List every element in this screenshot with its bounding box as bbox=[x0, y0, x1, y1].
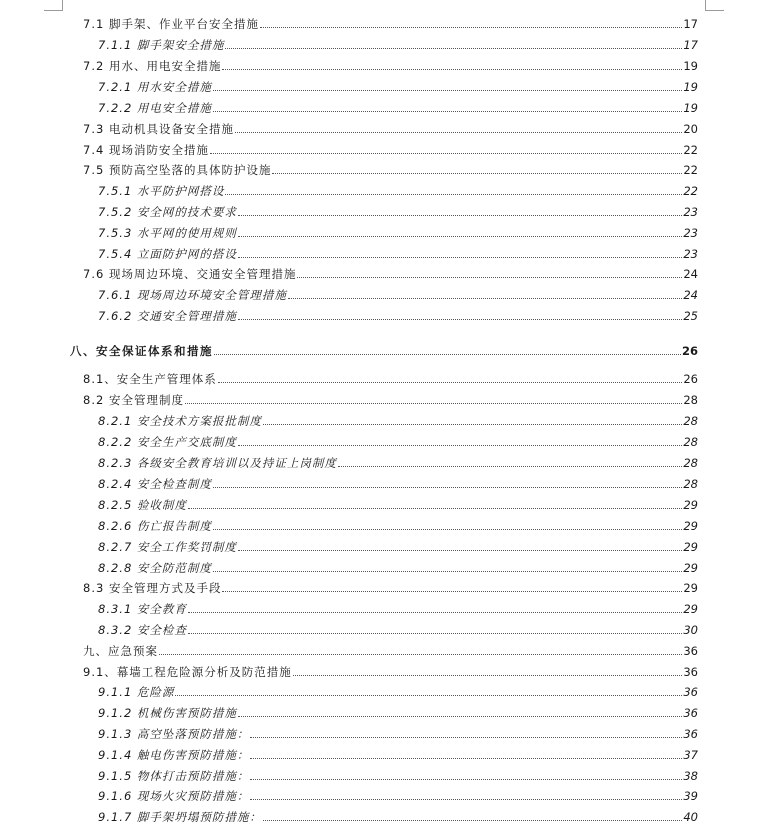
dot-leader bbox=[213, 571, 682, 572]
toc-entry[interactable] bbox=[98, 556, 698, 575]
dot-leader bbox=[238, 257, 682, 258]
toc-entry[interactable] bbox=[98, 472, 698, 491]
toc-entry-title: 7.6 现场周边环境、交通安全管理措施 bbox=[83, 267, 297, 281]
toc-entry[interactable] bbox=[98, 493, 698, 512]
toc-entry-page-number: 23 bbox=[683, 247, 698, 261]
toc-entry-title: 8.2.5 验收制度 bbox=[98, 498, 187, 512]
dot-leader bbox=[185, 403, 682, 404]
toc-entry-title: 7.6.1 现场周边环境安全管理措施 bbox=[98, 288, 287, 302]
toc-entry[interactable] bbox=[98, 701, 698, 720]
toc-entry[interactable] bbox=[83, 158, 698, 177]
toc-entry-title: 8.3 安全管理方式及手段 bbox=[83, 581, 222, 595]
toc-entry[interactable] bbox=[83, 576, 698, 595]
toc-entry-page-number: 26 bbox=[681, 344, 698, 358]
toc-entry-title: 8.2.1 安全技术方案报批制度 bbox=[98, 414, 262, 428]
dot-leader bbox=[188, 612, 682, 613]
toc-entry-page-number: 36 bbox=[683, 706, 698, 720]
dot-leader bbox=[175, 695, 682, 696]
toc-entry-title: 九、应急预案 bbox=[83, 644, 158, 658]
toc-entry-title: 7.2.2 用电安全措施 bbox=[98, 101, 212, 115]
toc-entry[interactable] bbox=[83, 639, 698, 658]
toc-entry[interactable] bbox=[98, 743, 698, 762]
dot-leader bbox=[250, 758, 682, 759]
toc-entry-page-number: 29 bbox=[683, 498, 698, 512]
toc-entry-title: 八、安全保证体系和措施 bbox=[70, 344, 213, 358]
toc-entry-title: 7.5.2 安全网的技术要求 bbox=[98, 205, 237, 219]
toc-entry[interactable] bbox=[70, 339, 698, 358]
dot-leader bbox=[213, 487, 682, 488]
dot-leader bbox=[188, 508, 682, 509]
toc-entry[interactable] bbox=[98, 597, 698, 616]
toc-entry-title: 7.5.1 水平防护网搭设 bbox=[98, 184, 225, 198]
toc-entry[interactable] bbox=[83, 54, 698, 73]
dot-leader bbox=[159, 654, 682, 655]
toc-entry-title: 9.1.6 现场火灾预防措施： bbox=[98, 789, 250, 803]
dot-leader bbox=[188, 633, 682, 634]
toc-entry-page-number: 23 bbox=[683, 205, 698, 219]
toc-entry-page-number: 28 bbox=[683, 414, 698, 428]
toc-entry-title: 7.2 用水、用电安全措施 bbox=[83, 59, 222, 73]
toc-entry-title: 7.4 现场消防安全措施 bbox=[83, 143, 209, 157]
toc-entry-page-number: 20 bbox=[683, 122, 698, 136]
toc-entry-page-number: 19 bbox=[683, 101, 698, 115]
toc-entry-title: 9.1.5 物体打击预防措施： bbox=[98, 769, 250, 783]
toc-entry[interactable] bbox=[98, 200, 698, 219]
toc-entry[interactable] bbox=[83, 660, 698, 679]
dot-leader bbox=[238, 445, 682, 446]
toc-entry-page-number: 28 bbox=[683, 393, 698, 407]
toc-entry-title: 8.2.2 安全生产交底制度 bbox=[98, 435, 237, 449]
toc-entry-page-number: 29 bbox=[683, 540, 698, 554]
dot-leader bbox=[250, 799, 682, 800]
toc-entry-title: 8.2.4 安全检查制度 bbox=[98, 477, 212, 491]
toc-entry[interactable] bbox=[83, 262, 698, 281]
toc-entry-title: 7.2.1 用水安全措施 bbox=[98, 80, 212, 94]
toc-entry[interactable] bbox=[98, 75, 698, 94]
toc-entry-title: 7.5.3 水平网的使用规则 bbox=[98, 226, 237, 240]
toc-entry-page-number: 22 bbox=[683, 143, 698, 157]
toc-entry-title: 7.5.4 立面防护网的搭设 bbox=[98, 247, 237, 261]
dot-leader bbox=[213, 111, 682, 112]
toc-entry[interactable] bbox=[98, 242, 698, 261]
toc-entry[interactable] bbox=[83, 117, 698, 136]
toc-entry-page-number: 22 bbox=[683, 184, 698, 198]
toc-entry[interactable] bbox=[98, 304, 698, 323]
toc-entry[interactable] bbox=[83, 12, 698, 31]
toc-entry-title: 8.2.6 伤亡报告制度 bbox=[98, 519, 212, 533]
dot-leader bbox=[238, 215, 682, 216]
toc-entry-title: 9.1.4 触电伤害预防措施： bbox=[98, 748, 250, 762]
toc-entry-page-number: 24 bbox=[683, 267, 698, 281]
dot-leader bbox=[250, 737, 682, 738]
toc-entry[interactable] bbox=[83, 367, 698, 386]
toc-entry-page-number: 36 bbox=[683, 665, 698, 679]
toc-entry-page-number: 38 bbox=[683, 769, 698, 783]
toc-entry[interactable] bbox=[98, 805, 698, 824]
dot-leader bbox=[235, 132, 682, 133]
dot-leader bbox=[250, 779, 682, 780]
toc-entry-title: 7.6.2 交通安全管理措施 bbox=[98, 309, 237, 323]
toc-entry-page-number: 40 bbox=[683, 810, 698, 824]
toc-entry[interactable] bbox=[98, 680, 698, 699]
toc-entry-page-number: 29 bbox=[683, 519, 698, 533]
toc-entry[interactable] bbox=[98, 409, 698, 428]
toc-entry-page-number: 29 bbox=[683, 602, 698, 616]
dot-leader bbox=[222, 591, 682, 592]
dot-leader bbox=[222, 69, 682, 70]
toc-entry-title: 9.1.3 高空坠落预防措施： bbox=[98, 727, 250, 741]
toc-entry-page-number: 36 bbox=[683, 727, 698, 741]
toc-entry-page-number: 28 bbox=[683, 456, 698, 470]
toc-entry-title: 9.1.2 机械伤害预防措施 bbox=[98, 706, 237, 720]
dot-leader bbox=[210, 153, 682, 154]
toc-entry-title: 7.3 电动机具设备安全措施 bbox=[83, 122, 234, 136]
toc-entry-title: 8.1、安全生产管理体系 bbox=[83, 372, 217, 386]
toc-entry-page-number: 30 bbox=[683, 623, 698, 637]
toc-entry-page-number: 37 bbox=[683, 748, 698, 762]
toc-entry-page-number: 19 bbox=[683, 80, 698, 94]
dot-leader bbox=[238, 236, 682, 237]
toc-entry-title: 9.1、幕墙工程危险源分析及防范措施 bbox=[83, 665, 292, 679]
toc-entry-page-number: 39 bbox=[683, 789, 698, 803]
toc-entry-page-number: 22 bbox=[683, 163, 698, 177]
toc-entry-page-number: 23 bbox=[683, 226, 698, 240]
toc-entry-page-number: 25 bbox=[683, 309, 698, 323]
dot-leader bbox=[225, 194, 682, 195]
toc-entry-page-number: 29 bbox=[683, 581, 698, 595]
toc-entry-title: 8.2.7 安全工作奖罚制度 bbox=[98, 540, 237, 554]
toc-entry-title: 8.3.2 安全检查 bbox=[98, 623, 187, 637]
toc-entry-title: 9.1.1 危险源 bbox=[98, 685, 175, 699]
toc-entry[interactable] bbox=[98, 618, 698, 637]
toc-entry-title: 7.1 脚手架、作业平台安全措施 bbox=[83, 17, 259, 31]
toc-entry-title: 8.2.8 安全防范制度 bbox=[98, 561, 212, 575]
toc-entry-page-number: 36 bbox=[683, 644, 698, 658]
toc-entry-title: 8.2 安全管理制度 bbox=[83, 393, 184, 407]
toc-entry-title: 9.1.7 脚手架坍塌预防措施： bbox=[98, 810, 262, 824]
toc-entry-title: 8.2.3 各级安全教育培训以及持证上岗制度 bbox=[98, 456, 337, 470]
toc-entry-page-number: 36 bbox=[683, 685, 698, 699]
dot-leader bbox=[288, 298, 682, 299]
toc-entry-title: 7.5 预防高空坠落的具体防护设施 bbox=[83, 163, 272, 177]
toc-entry[interactable] bbox=[98, 451, 698, 470]
toc-entry-title: 7.1.1 脚手架安全措施 bbox=[98, 38, 225, 52]
dot-leader bbox=[293, 675, 683, 676]
dot-leader bbox=[338, 466, 682, 467]
toc-entry-page-number: 19 bbox=[683, 59, 698, 73]
dot-leader bbox=[260, 27, 682, 28]
toc-entry[interactable] bbox=[83, 388, 698, 407]
toc-entry-page-number: 17 bbox=[683, 38, 698, 52]
dot-leader bbox=[238, 319, 682, 320]
toc-entry-page-number: 24 bbox=[683, 288, 698, 302]
toc-entry[interactable] bbox=[98, 33, 698, 52]
toc-entry[interactable] bbox=[98, 535, 698, 554]
dot-leader bbox=[272, 173, 682, 174]
toc-entry[interactable] bbox=[98, 784, 698, 803]
toc-entry-page-number: 28 bbox=[683, 435, 698, 449]
dot-leader bbox=[225, 48, 682, 49]
dot-leader bbox=[238, 550, 682, 551]
dot-leader bbox=[218, 382, 683, 383]
toc-entry[interactable] bbox=[98, 514, 698, 533]
toc-entry-page-number: 29 bbox=[683, 561, 698, 575]
toc-entry[interactable] bbox=[98, 179, 698, 198]
toc-entry[interactable] bbox=[98, 430, 698, 449]
toc-entry-page-number: 28 bbox=[683, 477, 698, 491]
toc-entry[interactable] bbox=[98, 764, 698, 783]
dot-leader bbox=[263, 424, 682, 425]
dot-leader bbox=[297, 277, 682, 278]
toc-entry[interactable] bbox=[98, 221, 698, 240]
toc-entry-page-number: 17 bbox=[683, 17, 698, 31]
dot-leader bbox=[238, 716, 682, 717]
dot-leader bbox=[213, 90, 682, 91]
dot-leader bbox=[214, 354, 681, 355]
toc-entry[interactable] bbox=[98, 722, 698, 741]
toc-entry[interactable] bbox=[98, 96, 698, 115]
toc-entry[interactable] bbox=[98, 283, 698, 302]
toc-entry-title: 8.3.1 安全教育 bbox=[98, 602, 187, 616]
toc-entry[interactable] bbox=[83, 138, 698, 157]
dot-leader bbox=[213, 529, 682, 530]
toc-entry-page-number: 26 bbox=[683, 372, 698, 386]
